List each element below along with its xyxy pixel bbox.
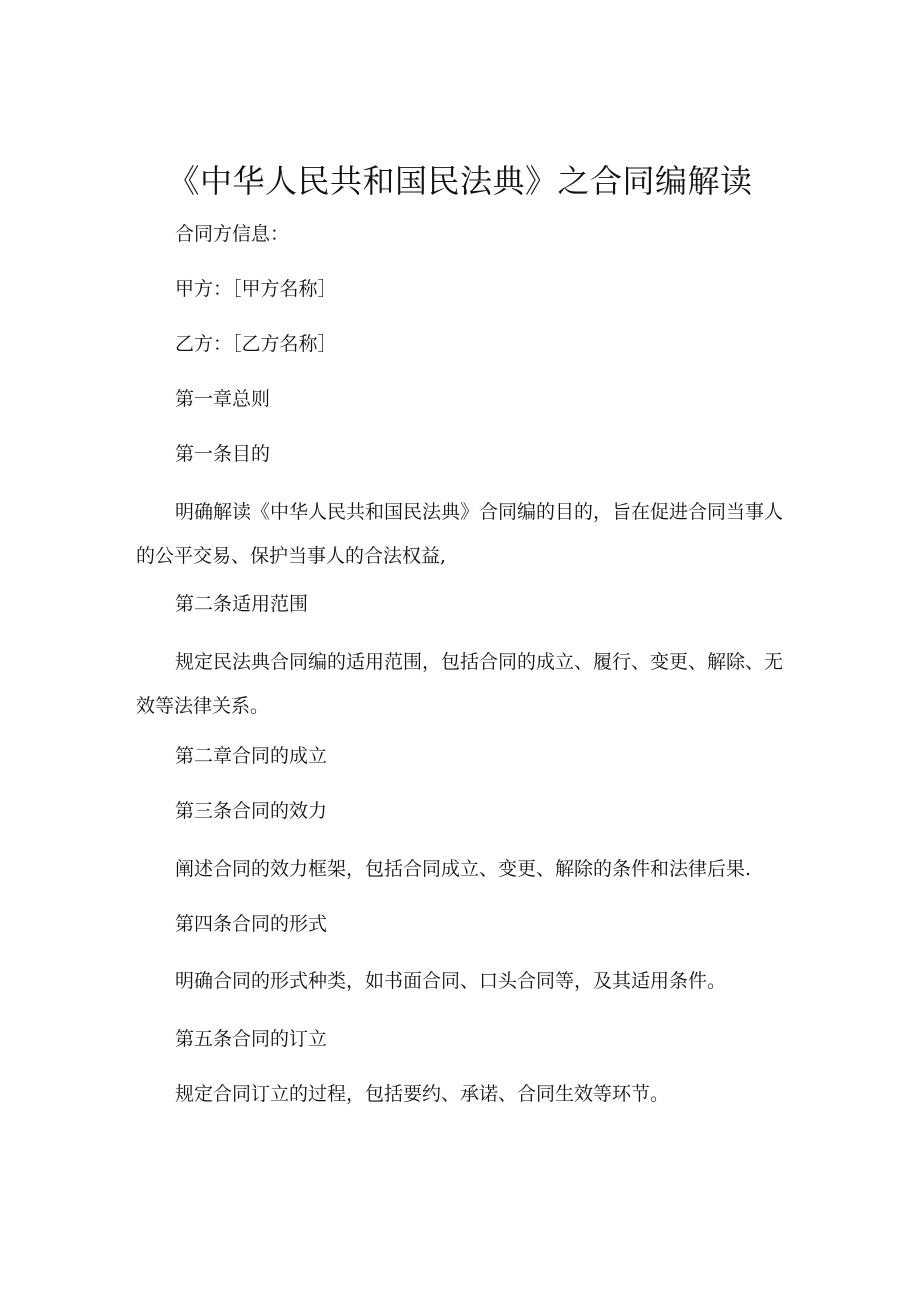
article-4-heading: 第四条合同的形式 — [175, 913, 328, 935]
article-3-heading: 第三条合同的效力 — [175, 800, 328, 822]
party-b-line: 乙方：［乙方名称］ — [175, 333, 337, 355]
article-2-body: 规定民法典合同编的适用范围，包括合同的成立、履行、变更、解除、无效等法律关系。 — [136, 651, 784, 717]
party-info-heading: 合同方信息： — [175, 223, 290, 245]
article-5-body: 规定合同订立的过程，包括要约、承诺、合同生效等环节。 — [175, 1083, 670, 1105]
article-4-body: 明确合同的形式种类，如书面合同、口头合同等，及其适用条件。 — [175, 970, 727, 992]
article-3-body: 阐述合同的效力框架，包括合同成立、变更、解除的条件和法律后果. — [175, 858, 752, 880]
chapter-2-heading: 第二章合同的成立 — [175, 745, 328, 767]
article-1-heading: 第一条目的 — [175, 443, 271, 465]
article-5-heading: 第五条合同的订立 — [175, 1028, 328, 1050]
article-2-heading: 第二条适用范围 — [175, 593, 309, 615]
article-1-body: 明确解读《中华人民共和国民法典》合同编的目的，旨在促进合同当事人的公平交易、保护当事人的合法权益, — [136, 501, 784, 567]
chapter-1-heading: 第一章总则 — [175, 388, 271, 410]
document-title: 《中华人民共和国民法典》之合同编解读 — [167, 162, 753, 200]
party-a-line: 甲方：［甲方名称］ — [175, 278, 337, 300]
